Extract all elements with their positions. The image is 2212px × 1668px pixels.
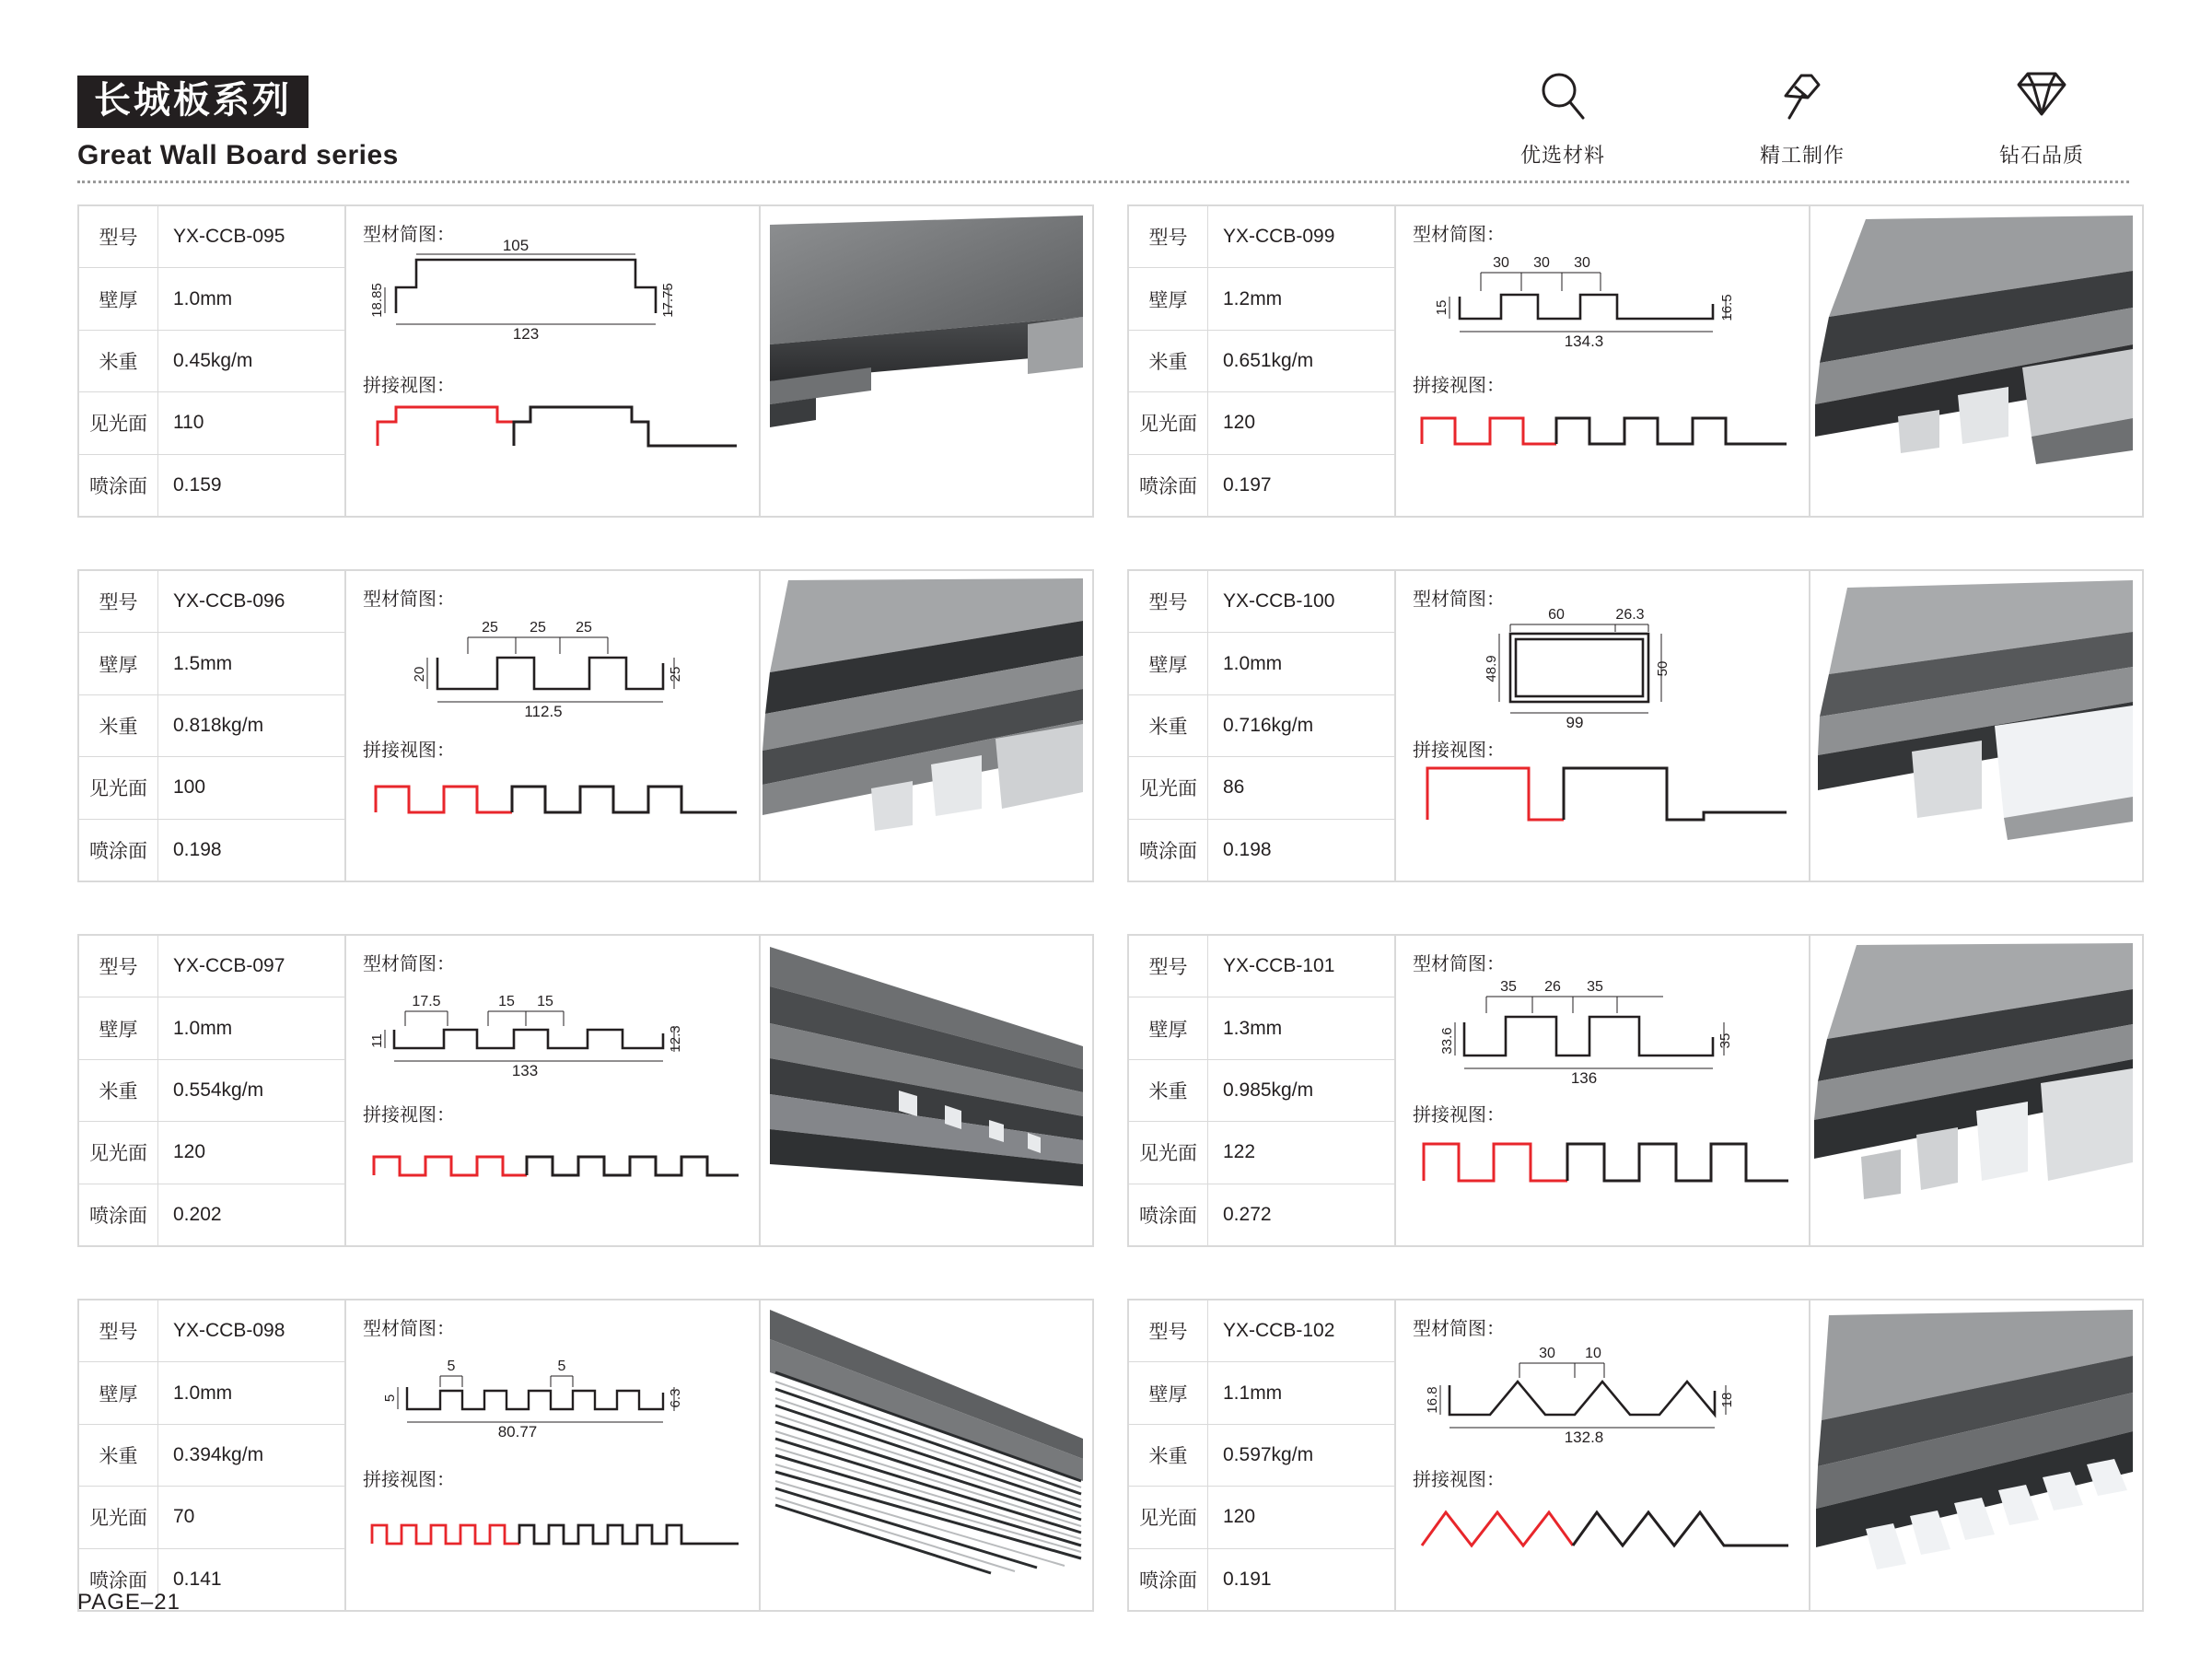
spec-row [79, 633, 344, 694]
spec-key: 喷涂面 [79, 455, 158, 516]
product-card [1127, 1299, 2144, 1612]
page-title-en: Great Wall Board series [77, 140, 399, 170]
spec-row [1129, 571, 1394, 633]
spec-value-thickness: 1.0mm [173, 1382, 233, 1404]
feature-label: 优选材料 [1519, 144, 1605, 167]
spec-key: 喷涂面 [79, 1549, 158, 1610]
spec-value-coating-face: 0.141 [173, 1568, 222, 1590]
dim-left: 16.8 [1425, 1386, 1440, 1414]
dim-right: 16.5 [1719, 294, 1735, 321]
profile-diagram [359, 604, 746, 733]
spec-row [79, 757, 344, 819]
spec-row [79, 695, 344, 757]
spec-row [1129, 1301, 1394, 1362]
spec-value-visible-face: 110 [173, 412, 204, 434]
spec-key: 米重 [1129, 1425, 1208, 1486]
spec-row [1129, 455, 1394, 516]
spec-value-visible-face: 122 [1223, 1141, 1256, 1163]
spec-value-thickness: 1.0mm [173, 287, 233, 309]
dim-top-2: 15 [498, 994, 515, 1009]
spec-key: 见光面 [79, 392, 158, 453]
profile-label: 型材简图： [363, 1319, 455, 1339]
spec-key: 型号 [1129, 206, 1208, 267]
dim-top: 105 [502, 239, 530, 254]
spec-row [1129, 1549, 1394, 1610]
spec-value-model: YX-CCB-097 [173, 955, 285, 977]
spec-key: 见光面 [1129, 757, 1208, 818]
spec-row [79, 936, 344, 997]
spec-value-weight: 0.554kg/m [173, 1079, 264, 1102]
spec-value-visible-face: 120 [1223, 412, 1256, 434]
search-icon [1494, 66, 1632, 125]
product-card [1127, 204, 2144, 518]
spec-value-model: YX-CCB-101 [1223, 955, 1335, 977]
spec-value-model: YX-CCB-098 [173, 1320, 285, 1342]
spec-value-model: YX-CCB-096 [173, 590, 285, 612]
dim-top-3: 25 [576, 620, 592, 636]
feature-item [1973, 66, 2111, 169]
dim-top-1: 30 [1493, 255, 1509, 271]
dim-top-2: 26 [1544, 979, 1561, 995]
splice-diagram [359, 1120, 746, 1221]
spec-key: 型号 [1129, 571, 1208, 632]
spec-key: 壁厚 [79, 268, 158, 329]
feature-item [1733, 66, 1871, 169]
spec-row [79, 455, 344, 516]
spec-value-thickness: 1.1mm [1223, 1382, 1283, 1404]
dim-top-2: 10 [1585, 1346, 1601, 1361]
dim-top-3: 15 [537, 994, 553, 1009]
spec-row [79, 997, 344, 1059]
product-photo [761, 571, 1092, 881]
profile-label: 型材简图： [363, 954, 455, 974]
spec-key: 壁厚 [1129, 997, 1208, 1058]
splice-label: 拼接视图： [1413, 376, 1505, 396]
spec-row [1129, 1425, 1394, 1487]
feature-item [1494, 66, 1632, 169]
drawing-column [346, 1301, 761, 1610]
spec-value-coating-face: 0.272 [1223, 1203, 1272, 1225]
spec-row [1129, 997, 1394, 1059]
spec-key: 见光面 [79, 757, 158, 818]
spec-key: 壁厚 [79, 997, 158, 1058]
drawing-column [346, 936, 761, 1245]
spec-value-visible-face: 70 [173, 1506, 195, 1528]
spec-key: 喷涂面 [1129, 820, 1208, 881]
spec-table [1129, 571, 1396, 881]
spec-key: 型号 [79, 1301, 158, 1361]
dim-top-2: 5 [557, 1359, 566, 1374]
profile-label: 型材简图： [1413, 1319, 1505, 1339]
product-photo [1810, 206, 2142, 516]
title-block [77, 76, 399, 171]
spec-key: 米重 [1129, 331, 1208, 391]
spec-row [1129, 1362, 1394, 1424]
profile-diagram [1409, 1334, 1796, 1463]
dim-bottom: 136 [1570, 1069, 1598, 1087]
dim-top-1: 30 [1539, 1346, 1555, 1361]
profile-diagram [1409, 239, 1796, 368]
spec-row [79, 206, 344, 268]
spec-value-coating-face: 0.191 [1223, 1568, 1272, 1590]
spec-row [1129, 936, 1394, 997]
profile-diagram [359, 239, 746, 368]
dim-top-1: 35 [1500, 979, 1517, 995]
dim-top-2: 26.3 [1615, 607, 1645, 623]
dim-right: 17.75 [660, 283, 676, 318]
spec-row [79, 392, 344, 454]
spec-value-weight: 0.985kg/m [1223, 1079, 1314, 1102]
dim-top-1: 60 [1548, 607, 1565, 623]
spec-key: 壁厚 [79, 1362, 158, 1423]
splice-diagram [1409, 755, 1796, 857]
spec-row [1129, 206, 1394, 268]
product-card [77, 569, 1094, 882]
spec-value-visible-face: 86 [1223, 776, 1245, 799]
product-card [77, 1299, 1094, 1612]
dim-top-3: 35 [1587, 979, 1603, 995]
spec-value-model: YX-CCB-095 [173, 226, 285, 248]
spec-key: 壁厚 [1129, 633, 1208, 694]
spec-row [79, 1301, 344, 1362]
dim-right: 6.3 [668, 1388, 683, 1408]
drawing-column [346, 206, 761, 516]
product-card [1127, 569, 2144, 882]
dim-bottom: 133 [511, 1062, 539, 1079]
profile-diagram [359, 1334, 746, 1463]
spec-value-thickness: 1.5mm [173, 652, 233, 674]
product-card [77, 204, 1094, 518]
dim-left: 18.85 [369, 283, 385, 318]
spec-value-coating-face: 0.198 [173, 838, 222, 860]
spec-key: 喷涂面 [79, 820, 158, 881]
spec-key: 喷涂面 [79, 1184, 158, 1245]
feature-label: 精工制作 [1759, 144, 1845, 167]
page-number: PAGE–21 [77, 1590, 180, 1615]
spec-value-coating-face: 0.202 [173, 1203, 222, 1225]
dim-left: 5 [382, 1394, 398, 1403]
spec-table [79, 1301, 346, 1610]
drawing-column [1396, 206, 1810, 516]
profile-diagram [1409, 604, 1796, 733]
profile-label: 型材简图： [363, 589, 455, 610]
profile-label: 型材简图： [1413, 954, 1505, 974]
spec-value-coating-face: 0.198 [1223, 838, 1272, 860]
spec-row [1129, 1060, 1394, 1122]
dim-left: 11 [369, 1033, 385, 1048]
hammer-icon [1733, 66, 1871, 125]
splice-diagram [359, 391, 746, 492]
spec-key: 米重 [1129, 695, 1208, 756]
splice-label: 拼接视图： [1413, 741, 1505, 761]
drawing-column [1396, 1301, 1810, 1610]
product-photo [1810, 1301, 2142, 1610]
spec-row [79, 1122, 344, 1184]
splice-label: 拼接视图： [363, 1470, 455, 1490]
splice-label: 拼接视图： [1413, 1470, 1505, 1490]
spec-value-visible-face: 120 [1223, 1506, 1256, 1528]
spec-value-weight: 0.597kg/m [1223, 1444, 1314, 1466]
page-title-cn: 长城板系列 [77, 76, 309, 128]
splice-diagram [359, 1485, 746, 1586]
dim-top-1: 5 [447, 1359, 456, 1374]
dim-left: 48.9 [1484, 655, 1499, 682]
spec-key: 壁厚 [79, 633, 158, 694]
spec-row [1129, 392, 1394, 454]
spec-key: 米重 [1129, 1060, 1208, 1121]
splice-label: 拼接视图： [1413, 1105, 1505, 1126]
profile-diagram [1409, 969, 1796, 1098]
spec-key: 型号 [1129, 936, 1208, 997]
spec-row [79, 268, 344, 330]
spec-key: 米重 [79, 695, 158, 756]
spec-row [1129, 633, 1394, 694]
spec-value-weight: 0.394kg/m [173, 1444, 264, 1466]
dim-left: 33.6 [1439, 1027, 1455, 1055]
spec-row [79, 331, 344, 392]
product-photo [1810, 936, 2142, 1245]
spec-value-thickness: 1.0mm [173, 1017, 233, 1039]
dim-right: 18 [1719, 1392, 1735, 1408]
spec-row [1129, 695, 1394, 757]
spec-key: 喷涂面 [1129, 1184, 1208, 1245]
spec-key: 米重 [79, 1060, 158, 1121]
product-photo [761, 206, 1092, 516]
splice-label: 拼接视图： [363, 741, 455, 761]
profile-diagram [359, 969, 746, 1098]
page-header [0, 0, 2212, 181]
spec-value-model: YX-CCB-102 [1223, 1320, 1335, 1342]
dim-right: 25 [668, 666, 683, 682]
dim-bottom: 134.3 [1564, 332, 1604, 350]
spec-key: 米重 [79, 331, 158, 391]
spec-value-visible-face: 120 [173, 1141, 206, 1163]
profile-label: 型材简图： [1413, 225, 1505, 245]
spec-value-weight: 0.651kg/m [1223, 350, 1314, 372]
spec-table [79, 936, 346, 1245]
spec-key: 喷涂面 [1129, 1549, 1208, 1610]
spec-row [79, 1060, 344, 1122]
splice-diagram [1409, 391, 1796, 492]
spec-row [1129, 331, 1394, 392]
drawing-column [1396, 936, 1810, 1245]
spec-value-coating-face: 0.197 [1223, 473, 1272, 496]
spec-key: 米重 [79, 1425, 158, 1486]
spec-row [1129, 757, 1394, 819]
spec-key: 壁厚 [1129, 1362, 1208, 1423]
product-photo [761, 1301, 1092, 1610]
dim-bottom: 99 [1566, 714, 1584, 731]
spec-key: 壁厚 [1129, 268, 1208, 329]
dim-bottom: 80.77 [497, 1423, 538, 1441]
diamond-icon [1973, 66, 2111, 125]
dim-top-3: 30 [1574, 255, 1590, 271]
dim-right: 12.3 [668, 1025, 683, 1053]
spec-key: 见光面 [79, 1487, 158, 1547]
spec-row [1129, 1122, 1394, 1184]
spec-value-thickness: 1.0mm [1223, 652, 1283, 674]
spec-key: 见光面 [1129, 392, 1208, 453]
spec-key: 型号 [79, 206, 158, 267]
profile-label: 型材简图： [1413, 589, 1505, 610]
splice-diagram [359, 755, 746, 857]
spec-table [79, 571, 346, 881]
dim-top-2: 30 [1533, 255, 1550, 271]
spec-row [79, 1184, 344, 1245]
spec-row [79, 571, 344, 633]
feature-label: 钻石品质 [1998, 144, 2084, 167]
product-photo [761, 936, 1092, 1245]
spec-table [1129, 206, 1396, 516]
spec-value-thickness: 1.3mm [1223, 1017, 1283, 1039]
spec-table [1129, 1301, 1396, 1610]
splice-label: 拼接视图： [363, 1105, 455, 1126]
header-divider [77, 181, 2129, 183]
dim-right: 50 [1655, 660, 1671, 677]
spec-row [79, 1362, 344, 1424]
product-photo [1810, 571, 2142, 881]
spec-key: 型号 [1129, 1301, 1208, 1361]
spec-key: 喷涂面 [1129, 455, 1208, 516]
dim-left: 15 [1434, 299, 1449, 316]
spec-value-thickness: 1.2mm [1223, 287, 1283, 309]
spec-key: 见光面 [79, 1122, 158, 1183]
spec-value-weight: 0.45kg/m [173, 350, 253, 372]
spec-row [1129, 1487, 1394, 1548]
spec-key: 型号 [79, 936, 158, 997]
dim-left: 20 [412, 666, 427, 682]
profile-label: 型材简图： [363, 225, 455, 245]
dim-bottom: 132.8 [1564, 1429, 1604, 1446]
splice-label: 拼接视图： [363, 376, 455, 396]
feature-list [1494, 66, 2111, 169]
spec-table [1129, 936, 1396, 1245]
splice-diagram [1409, 1120, 1796, 1221]
dim-top-2: 25 [530, 620, 546, 636]
drawing-column [346, 571, 761, 881]
spec-row [79, 820, 344, 881]
spec-value-weight: 0.818kg/m [173, 715, 264, 737]
product-card [77, 934, 1094, 1247]
dim-top-1: 25 [482, 620, 498, 636]
product-grid [77, 204, 2140, 1658]
spec-value-coating-face: 0.159 [173, 473, 222, 496]
product-card [1127, 934, 2144, 1247]
spec-key: 型号 [79, 571, 158, 632]
spec-key: 见光面 [1129, 1487, 1208, 1547]
dim-top-1: 17.5 [412, 994, 441, 1009]
drawing-column [1396, 571, 1810, 881]
spec-key: 见光面 [1129, 1122, 1208, 1183]
splice-diagram [1409, 1485, 1796, 1586]
spec-row [1129, 1184, 1394, 1245]
spec-value-model: YX-CCB-099 [1223, 226, 1335, 248]
spec-row [1129, 820, 1394, 881]
spec-row [1129, 268, 1394, 330]
dim-bottom: 123 [512, 325, 540, 343]
spec-row [79, 1425, 344, 1487]
spec-value-visible-face: 100 [173, 776, 206, 799]
dim-right: 35 [1717, 1032, 1733, 1049]
dim-bottom: 112.5 [524, 703, 563, 720]
spec-table [79, 206, 346, 516]
spec-row [79, 1487, 344, 1548]
spec-value-weight: 0.716kg/m [1223, 715, 1314, 737]
spec-value-model: YX-CCB-100 [1223, 590, 1335, 612]
